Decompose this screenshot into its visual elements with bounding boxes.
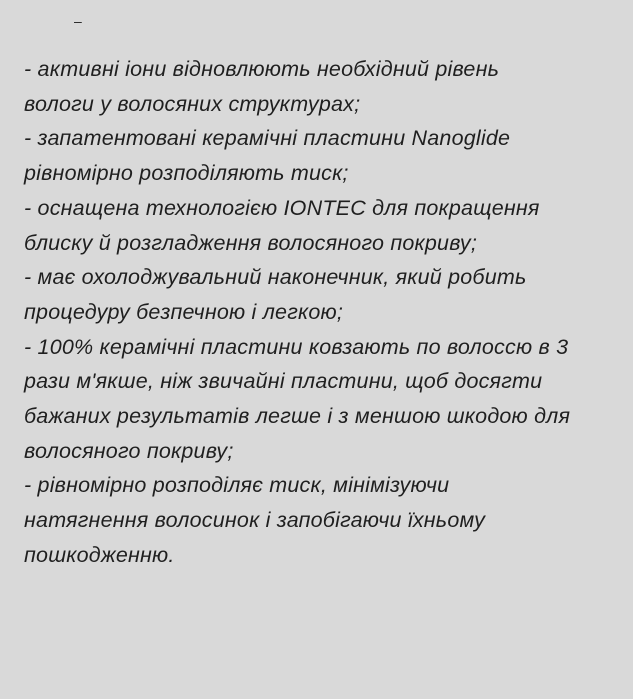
text-line: натягнення волосинок і запобігаючи їхньому — [24, 508, 486, 533]
text-line: процедуру безпечною і легкою; — [24, 299, 344, 324]
text-line: блиску й розгладження волосяного покриву; — [24, 230, 478, 255]
text-line: - рівномірно розподіляє тиск, мінімізуючи — [24, 473, 450, 498]
text-line: рівномірно розподіляють тиск; — [24, 161, 349, 186]
text-line: - запатентовані керамічні пластини Nanoglide — [24, 126, 511, 151]
text-line: - має охолоджувальний наконечник, який робить — [24, 265, 527, 290]
text-line: - активні іони відновлюють необхідний рівень — [24, 57, 500, 81]
text-line: рази м'якше, ніж звичайні пластини, щоб досягти — [24, 369, 543, 394]
text-line: волосяного покриву; — [24, 438, 234, 463]
text-line: - оснащена технологією IONTEC для покращення — [24, 195, 540, 220]
top-dash-mark: – — [74, 13, 82, 29]
product-features-text — [24, 52, 624, 573]
text-line: бажаних результатів легше і з меншою шкодою для — [24, 404, 571, 429]
text-line: вологи у волосяних структурах; — [24, 91, 361, 116]
text-line: пошкодженню. — [24, 542, 175, 567]
text-line: - 100% керамічні пластини ковзають по волоссю в 3 — [24, 334, 569, 359]
